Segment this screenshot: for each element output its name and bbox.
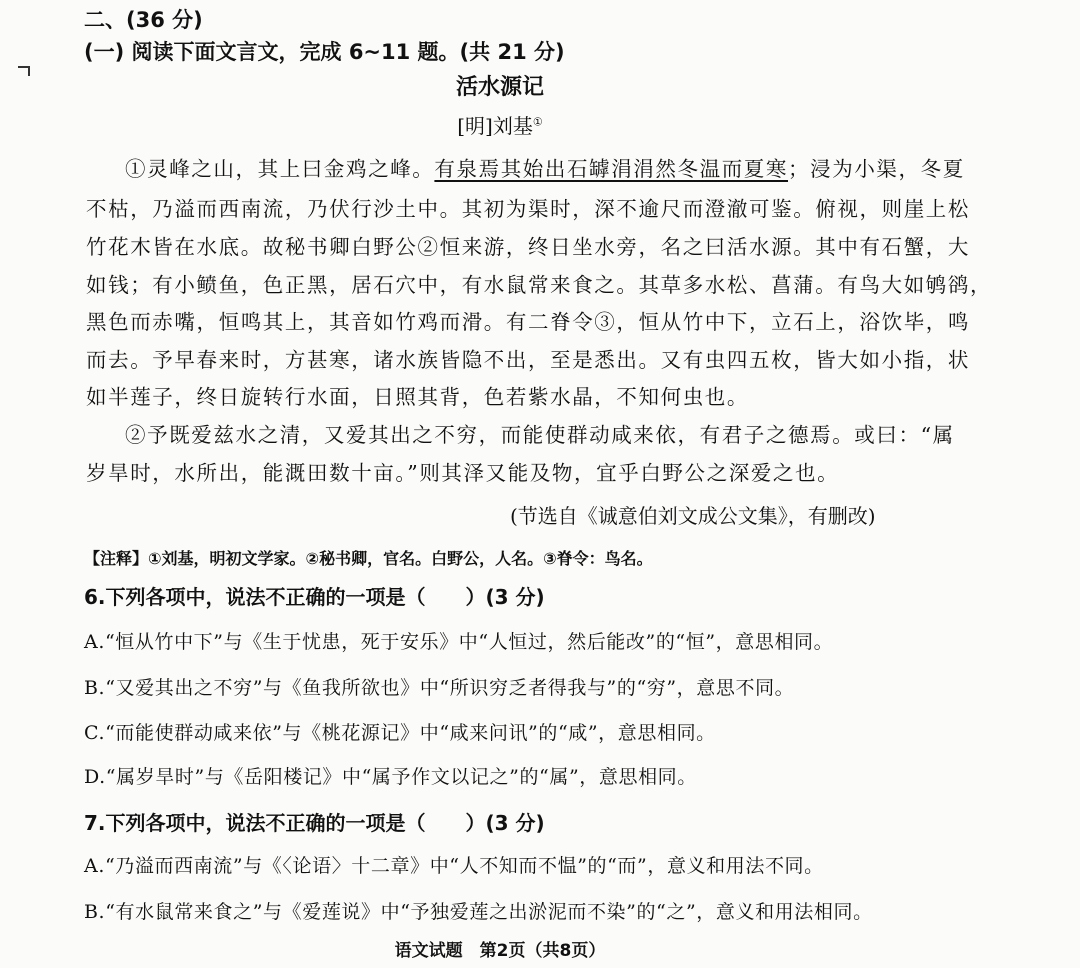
- passage-line-4: 如钱；有小鲼鱼，色正黑，居石穴中，有水鼠常来食之。其草多水松、菖蒲。有鸟大如鸲鹆，: [86, 273, 993, 297]
- q6-option-b: B.“又爱其出之不穷”与《鱼我所欲也》中“所识穷乏者得我与”的“穷”，意思不同。: [84, 677, 795, 699]
- question-6-title: 6.下列各项中，说法不正确的一项是（ ）(3 分): [84, 585, 545, 609]
- q6-option-d: D.“属岁旱时”与《岳阳楼记》中“属予作文以记之”的“属”，意思相同。: [84, 766, 697, 788]
- q6-option-c: C.“而能使群动咸来依”与《桃花源记》中“咸来问讯”的“咸”，意思相同。: [84, 722, 716, 744]
- question-7-title: 7.下列各项中，说法不正确的一项是（ ）(3 分): [84, 811, 545, 835]
- passage-p2-line-1: ②予既爱兹水之清，又爱其出之不穷，而能使群动咸来依，有君子之德焉。或曰：“属: [125, 423, 955, 447]
- passage-p2-line-2: 岁旱时，水所出，能溉田数十亩。”则其泽又能及物，宜乎白野公之深爱之也。: [86, 461, 840, 485]
- q7-option-b: B.“有水鼠常来食之”与《爱莲说》中“予独爱莲之出淤泥而不染”的“之”，意义和用法相同。: [84, 901, 873, 923]
- passage-line-6: 而去。予早春来时，方甚寒，诸水族皆隐不出，至是悉出。又有虫四五枚，皆大如小指，状: [86, 348, 970, 372]
- underlined-sentence: 有泉焉其始出石罅涓涓然冬温而夏寒: [434, 157, 789, 181]
- passage-author: [明]刘基①: [457, 114, 543, 138]
- passage-title: 活水源记: [455, 75, 544, 100]
- source-citation: (节选自《诚意伯刘文成公文集》，有删改): [510, 504, 876, 528]
- passage-line-7: 如半莲子，终日旋转行水面，日照其背，色若紫水晶，不知何虫也。: [86, 385, 749, 409]
- passage-line-2: 不枯，乃溢而西南流，乃伏行沙土中。其初为渠时，深不逾尺而澄澈可鉴。俯视，则崖上松: [86, 197, 970, 221]
- author-note-mark: ①: [532, 115, 543, 129]
- annotation-notes: 【注释】①刘基，明初文学家。②秘书卿，官名。白野公，人名。③脊令：鸟名。: [84, 549, 653, 568]
- passage-line-1: ①灵峰之山，其上曰金鸡之峰。有泉焉其始出石罅涓涓然冬温而夏寒；浸为小渠，冬夏: [125, 157, 965, 181]
- part-heading: (一) 阅读下面文言文，完成 6~11 题。(共 21 分): [84, 40, 565, 64]
- section-heading: 二、(36 分): [84, 8, 203, 32]
- passage-line-3: 竹花木皆在水底。故秘书卿白野公②恒来游，终日坐水旁，名之曰活水源。其中有石蟹，大: [86, 235, 970, 259]
- passage-line-5: 黑色而赤嘴，恒鸣其上，其音如竹鸡而滑。有二脊令③，恒从竹中下，立石上，浴饮毕，鸣: [86, 310, 970, 334]
- q6-option-a: A.“恒从竹中下”与《生于忧患，死于安乐》中“人恒过，然后能改”的“恒”，意思相同。: [84, 631, 834, 653]
- q7-option-a: A.“乃溢而西南流”与《〈论语〉十二章》中“人不知而不愠”的“而”，意义和用法不同。: [84, 855, 824, 877]
- page-footer: 语文试题 第2页（共8页）: [394, 941, 606, 961]
